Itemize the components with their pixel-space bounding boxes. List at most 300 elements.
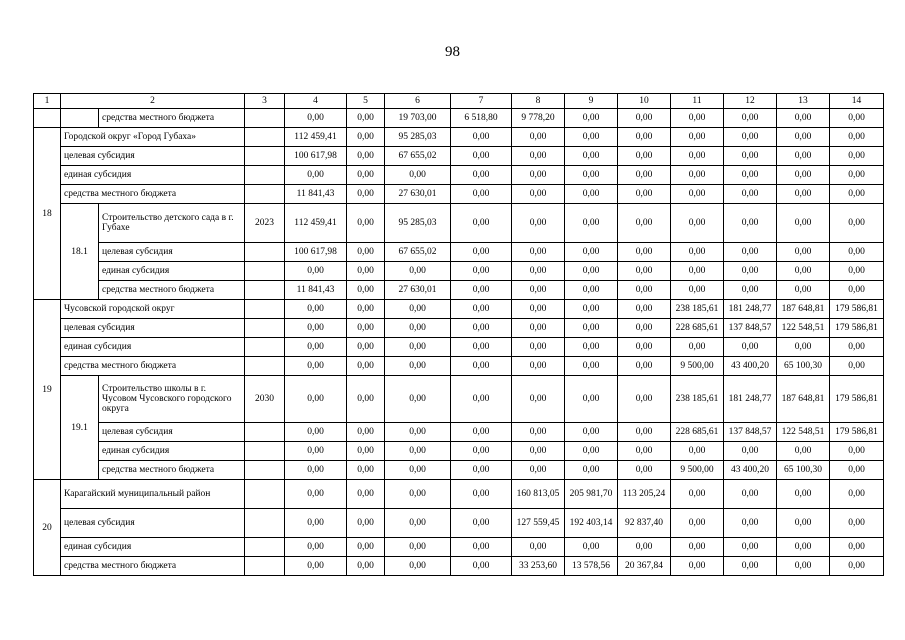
value-cell: 0,00	[451, 166, 512, 185]
value-cell: 0,00	[285, 109, 347, 128]
value-cell: 67 655,02	[385, 147, 451, 166]
value-cell: 0,00	[451, 557, 512, 576]
value-cell: 0,00	[512, 319, 565, 338]
column-header: 9	[565, 94, 618, 109]
value-cell: 0,00	[285, 480, 347, 509]
value-cell: 127 559,45	[512, 509, 565, 538]
value-cell: 112 459,41	[285, 128, 347, 147]
value-cell: 0,00	[385, 461, 451, 480]
table-row	[34, 538, 884, 557]
value-cell: 0,00	[618, 338, 671, 357]
row-name: средства местного бюджета	[99, 461, 245, 480]
row-name: Городской округ «Город Губаха»	[61, 128, 245, 147]
column-header: 12	[724, 94, 777, 109]
value-cell: 0,00	[565, 319, 618, 338]
value-cell: 0,00	[830, 281, 884, 300]
value-cell: 0,00	[385, 538, 451, 557]
value-cell: 0,00	[451, 480, 512, 509]
value-cell: 137 848,57	[724, 319, 777, 338]
subgroup-number-cell	[61, 109, 99, 128]
row-name: средства местного бюджета	[61, 185, 245, 204]
year-cell	[245, 166, 285, 185]
value-cell: 0,00	[724, 538, 777, 557]
value-cell: 179 586,81	[830, 319, 884, 338]
value-cell: 0,00	[385, 480, 451, 509]
group-number-cell: 18	[34, 128, 61, 300]
value-cell: 20 367,84	[618, 557, 671, 576]
value-cell: 0,00	[777, 480, 830, 509]
value-cell: 0,00	[285, 357, 347, 376]
value-cell: 181 248,77	[724, 300, 777, 319]
value-cell: 0,00	[777, 281, 830, 300]
value-cell: 0,00	[451, 442, 512, 461]
value-cell: 0,00	[385, 300, 451, 319]
value-cell: 0,00	[451, 357, 512, 376]
value-cell: 0,00	[777, 509, 830, 538]
value-cell: 112 459,41	[285, 204, 347, 243]
column-header: 10	[618, 94, 671, 109]
value-cell: 0,00	[451, 509, 512, 538]
value-cell: 113 205,24	[618, 480, 671, 509]
group-number-cell: 20	[34, 480, 61, 576]
table-row	[34, 509, 884, 538]
table-row	[34, 338, 884, 357]
value-cell: 0,00	[618, 281, 671, 300]
value-cell: 0,00	[777, 338, 830, 357]
year-cell	[245, 262, 285, 281]
value-cell: 0,00	[565, 128, 618, 147]
row-name: Чусовской городской округ	[61, 300, 245, 319]
value-cell: 187 648,81	[777, 300, 830, 319]
value-cell: 0,00	[724, 128, 777, 147]
value-cell: 0,00	[385, 423, 451, 442]
column-header: 5	[347, 94, 385, 109]
value-cell: 9 778,20	[512, 109, 565, 128]
value-cell: 0,00	[724, 204, 777, 243]
table-row	[34, 357, 884, 376]
table-row	[34, 166, 884, 185]
year-cell	[245, 243, 285, 262]
table-row	[34, 319, 884, 338]
value-cell: 0,00	[565, 300, 618, 319]
value-cell: 65 100,30	[777, 461, 830, 480]
value-cell: 0,00	[671, 204, 724, 243]
value-cell: 0,00	[347, 538, 385, 557]
value-cell: 0,00	[618, 319, 671, 338]
value-cell: 0,00	[777, 557, 830, 576]
value-cell: 0,00	[777, 243, 830, 262]
value-cell: 0,00	[347, 423, 385, 442]
value-cell: 13 578,56	[565, 557, 618, 576]
value-cell: 0,00	[830, 185, 884, 204]
value-cell: 0,00	[285, 376, 347, 423]
value-cell: 0,00	[777, 538, 830, 557]
value-cell: 179 586,81	[830, 423, 884, 442]
table-row	[34, 423, 884, 442]
value-cell: 0,00	[347, 300, 385, 319]
value-cell: 0,00	[285, 461, 347, 480]
table-row	[34, 281, 884, 300]
table-row	[34, 243, 884, 262]
year-cell	[245, 509, 285, 538]
value-cell: 181 248,77	[724, 376, 777, 423]
row-name: единая субсидия	[61, 538, 245, 557]
value-cell: 0,00	[671, 166, 724, 185]
row-name: средства местного бюджета	[99, 109, 245, 128]
value-cell: 228 685,61	[671, 319, 724, 338]
value-cell: 0,00	[285, 442, 347, 461]
year-cell	[245, 461, 285, 480]
year-cell: 2023	[245, 204, 285, 243]
value-cell: 0,00	[565, 442, 618, 461]
value-cell: 0,00	[618, 357, 671, 376]
page-number: 98	[445, 44, 460, 60]
value-cell: 0,00	[618, 423, 671, 442]
row-name: Строительство школы в г. Чусовом Чусовского городского округа	[99, 376, 245, 423]
row-name: целевая субсидия	[61, 319, 245, 338]
value-cell: 0,00	[565, 461, 618, 480]
budget-table	[33, 93, 884, 576]
value-cell: 0,00	[347, 376, 385, 423]
value-cell: 0,00	[671, 147, 724, 166]
value-cell: 0,00	[451, 461, 512, 480]
value-cell: 0,00	[777, 442, 830, 461]
value-cell: 0,00	[285, 300, 347, 319]
value-cell: 0,00	[347, 557, 385, 576]
value-cell: 92 837,40	[618, 509, 671, 538]
value-cell: 0,00	[830, 557, 884, 576]
table-row	[34, 109, 884, 128]
value-cell: 0,00	[347, 204, 385, 243]
value-cell: 228 685,61	[671, 423, 724, 442]
year-cell	[245, 423, 285, 442]
value-cell: 33 253,60	[512, 557, 565, 576]
value-cell: 0,00	[618, 262, 671, 281]
value-cell: 0,00	[618, 204, 671, 243]
value-cell: 0,00	[724, 243, 777, 262]
value-cell: 0,00	[671, 262, 724, 281]
year-cell: 2030	[245, 376, 285, 423]
value-cell: 0,00	[347, 442, 385, 461]
row-name: средства местного бюджета	[61, 357, 245, 376]
value-cell: 0,00	[347, 243, 385, 262]
subgroup-number-cell: 19.1	[61, 376, 99, 480]
value-cell: 0,00	[565, 243, 618, 262]
value-cell: 137 848,57	[724, 423, 777, 442]
column-header: 11	[671, 94, 724, 109]
table-row	[34, 461, 884, 480]
value-cell: 0,00	[565, 166, 618, 185]
value-cell: 0,00	[565, 281, 618, 300]
value-cell: 0,00	[830, 262, 884, 281]
value-cell: 0,00	[347, 147, 385, 166]
value-cell: 0,00	[830, 538, 884, 557]
value-cell: 0,00	[830, 357, 884, 376]
table-row	[34, 185, 884, 204]
table-row	[34, 557, 884, 576]
value-cell: 0,00	[347, 166, 385, 185]
value-cell: 0,00	[565, 538, 618, 557]
value-cell: 0,00	[285, 538, 347, 557]
value-cell: 0,00	[777, 109, 830, 128]
value-cell: 0,00	[565, 204, 618, 243]
year-cell	[245, 480, 285, 509]
row-name: Строительство детского сада в г. Губахе	[99, 204, 245, 243]
value-cell: 11 841,43	[285, 185, 347, 204]
row-name: целевая субсидия	[99, 423, 245, 442]
value-cell: 160 813,05	[512, 480, 565, 509]
value-cell: 0,00	[385, 262, 451, 281]
value-cell: 0,00	[512, 300, 565, 319]
value-cell: 0,00	[565, 357, 618, 376]
value-cell: 0,00	[671, 509, 724, 538]
value-cell: 0,00	[724, 109, 777, 128]
value-cell: 19 703,00	[385, 109, 451, 128]
column-header: 3	[245, 94, 285, 109]
value-cell: 0,00	[777, 185, 830, 204]
value-cell: 0,00	[565, 262, 618, 281]
value-cell: 0,00	[830, 461, 884, 480]
value-cell: 0,00	[451, 243, 512, 262]
row-name: Карагайский муниципальный район	[61, 480, 245, 509]
value-cell: 0,00	[347, 480, 385, 509]
value-cell: 0,00	[724, 147, 777, 166]
value-cell: 0,00	[618, 461, 671, 480]
column-header: 1	[34, 94, 61, 109]
value-cell: 0,00	[830, 147, 884, 166]
value-cell: 0,00	[451, 185, 512, 204]
value-cell: 187 648,81	[777, 376, 830, 423]
column-header: 2	[61, 94, 245, 109]
value-cell: 0,00	[565, 147, 618, 166]
value-cell: 0,00	[671, 538, 724, 557]
value-cell: 0,00	[830, 109, 884, 128]
value-cell: 0,00	[512, 281, 565, 300]
value-cell: 27 630,01	[385, 281, 451, 300]
value-cell: 122 548,51	[777, 319, 830, 338]
value-cell: 0,00	[724, 442, 777, 461]
value-cell: 9 500,00	[671, 461, 724, 480]
value-cell: 0,00	[347, 128, 385, 147]
value-cell: 0,00	[285, 423, 347, 442]
value-cell: 179 586,81	[830, 300, 884, 319]
value-cell: 0,00	[724, 185, 777, 204]
column-header: 14	[830, 94, 884, 109]
value-cell: 0,00	[347, 319, 385, 338]
value-cell: 0,00	[512, 442, 565, 461]
row-name: средства местного бюджета	[61, 557, 245, 576]
value-cell: 95 285,03	[385, 128, 451, 147]
value-cell: 0,00	[618, 109, 671, 128]
value-cell: 0,00	[777, 128, 830, 147]
value-cell: 0,00	[451, 538, 512, 557]
value-cell: 0,00	[451, 281, 512, 300]
value-cell: 0,00	[347, 357, 385, 376]
value-cell: 0,00	[830, 128, 884, 147]
value-cell: 0,00	[512, 204, 565, 243]
year-cell	[245, 147, 285, 166]
value-cell: 0,00	[671, 243, 724, 262]
value-cell: 0,00	[724, 557, 777, 576]
value-cell: 0,00	[565, 185, 618, 204]
value-cell: 0,00	[671, 185, 724, 204]
value-cell: 27 630,01	[385, 185, 451, 204]
value-cell: 0,00	[618, 538, 671, 557]
value-cell: 0,00	[565, 338, 618, 357]
value-cell: 0,00	[512, 538, 565, 557]
row-name: средства местного бюджета	[99, 281, 245, 300]
year-cell	[245, 109, 285, 128]
value-cell: 0,00	[451, 300, 512, 319]
value-cell: 0,00	[512, 262, 565, 281]
value-cell: 0,00	[671, 557, 724, 576]
value-cell: 0,00	[285, 338, 347, 357]
row-name: целевая субсидия	[61, 509, 245, 538]
column-header: 6	[385, 94, 451, 109]
value-cell: 0,00	[385, 442, 451, 461]
value-cell: 0,00	[347, 262, 385, 281]
value-cell: 100 617,98	[285, 243, 347, 262]
value-cell: 0,00	[618, 300, 671, 319]
group-number-cell: 19	[34, 300, 61, 480]
row-name: единая субсидия	[61, 166, 245, 185]
value-cell: 0,00	[618, 128, 671, 147]
column-header: 7	[451, 94, 512, 109]
value-cell: 0,00	[512, 461, 565, 480]
value-cell: 0,00	[565, 423, 618, 442]
value-cell: 9 500,00	[671, 357, 724, 376]
value-cell: 0,00	[724, 281, 777, 300]
value-cell: 43 400,20	[724, 357, 777, 376]
value-cell: 65 100,30	[777, 357, 830, 376]
year-cell	[245, 319, 285, 338]
column-header: 8	[512, 94, 565, 109]
value-cell: 0,00	[830, 442, 884, 461]
value-cell: 0,00	[671, 480, 724, 509]
column-header: 4	[285, 94, 347, 109]
value-cell: 0,00	[451, 338, 512, 357]
value-cell: 0,00	[451, 204, 512, 243]
value-cell: 0,00	[385, 338, 451, 357]
value-cell: 100 617,98	[285, 147, 347, 166]
value-cell: 238 185,61	[671, 376, 724, 423]
value-cell: 122 548,51	[777, 423, 830, 442]
value-cell: 0,00	[347, 461, 385, 480]
value-cell: 0,00	[347, 509, 385, 538]
value-cell: 0,00	[347, 109, 385, 128]
value-cell: 0,00	[830, 166, 884, 185]
value-cell: 67 655,02	[385, 243, 451, 262]
table-row	[34, 204, 884, 243]
value-cell: 0,00	[618, 185, 671, 204]
value-cell: 0,00	[830, 338, 884, 357]
value-cell: 0,00	[512, 338, 565, 357]
value-cell: 205 981,70	[565, 480, 618, 509]
row-name: единая субсидия	[99, 442, 245, 461]
value-cell: 0,00	[512, 128, 565, 147]
value-cell: 0,00	[671, 281, 724, 300]
year-cell	[245, 185, 285, 204]
value-cell: 43 400,20	[724, 461, 777, 480]
value-cell: 0,00	[451, 423, 512, 442]
value-cell: 0,00	[385, 166, 451, 185]
value-cell: 95 285,03	[385, 204, 451, 243]
value-cell: 0,00	[565, 376, 618, 423]
value-cell: 0,00	[671, 338, 724, 357]
value-cell: 0,00	[565, 109, 618, 128]
subgroup-number-cell: 18.1	[61, 204, 99, 300]
value-cell: 0,00	[512, 185, 565, 204]
table-row	[34, 128, 884, 147]
value-cell: 0,00	[512, 423, 565, 442]
value-cell: 0,00	[285, 509, 347, 538]
year-cell	[245, 300, 285, 319]
value-cell: 0,00	[618, 166, 671, 185]
row-name: целевая субсидия	[99, 243, 245, 262]
column-header: 13	[777, 94, 830, 109]
year-cell	[245, 357, 285, 376]
value-cell: 0,00	[385, 509, 451, 538]
value-cell: 0,00	[285, 557, 347, 576]
value-cell: 0,00	[618, 147, 671, 166]
value-cell: 0,00	[385, 319, 451, 338]
row-name: единая субсидия	[99, 262, 245, 281]
value-cell: 0,00	[618, 376, 671, 423]
header-row	[34, 94, 884, 109]
value-cell: 0,00	[451, 262, 512, 281]
value-cell: 0,00	[830, 243, 884, 262]
value-cell: 0,00	[830, 204, 884, 243]
value-cell: 192 403,14	[565, 509, 618, 538]
value-cell: 0,00	[618, 243, 671, 262]
value-cell: 0,00	[451, 147, 512, 166]
value-cell: 0,00	[777, 262, 830, 281]
value-cell: 0,00	[385, 357, 451, 376]
year-cell	[245, 538, 285, 557]
row-name: целевая субсидия	[61, 147, 245, 166]
value-cell: 0,00	[724, 166, 777, 185]
value-cell: 179 586,81	[830, 376, 884, 423]
value-cell: 0,00	[830, 480, 884, 509]
value-cell: 0,00	[512, 243, 565, 262]
table-row	[34, 147, 884, 166]
year-cell	[245, 128, 285, 147]
row-name: единая субсидия	[61, 338, 245, 357]
table-row	[34, 442, 884, 461]
year-cell	[245, 338, 285, 357]
value-cell: 0,00	[512, 376, 565, 423]
year-cell	[245, 442, 285, 461]
value-cell: 0,00	[347, 281, 385, 300]
value-cell: 0,00	[285, 262, 347, 281]
value-cell: 0,00	[512, 147, 565, 166]
value-cell: 0,00	[285, 166, 347, 185]
year-cell	[245, 281, 285, 300]
value-cell: 238 185,61	[671, 300, 724, 319]
value-cell: 0,00	[512, 166, 565, 185]
value-cell: 0,00	[777, 204, 830, 243]
value-cell: 0,00	[777, 166, 830, 185]
value-cell: 0,00	[451, 376, 512, 423]
value-cell: 0,00	[512, 357, 565, 376]
value-cell: 0,00	[830, 509, 884, 538]
table-row	[34, 300, 884, 319]
value-cell: 0,00	[671, 109, 724, 128]
value-cell: 0,00	[285, 319, 347, 338]
value-cell: 0,00	[451, 319, 512, 338]
value-cell: 0,00	[724, 480, 777, 509]
value-cell: 0,00	[724, 262, 777, 281]
